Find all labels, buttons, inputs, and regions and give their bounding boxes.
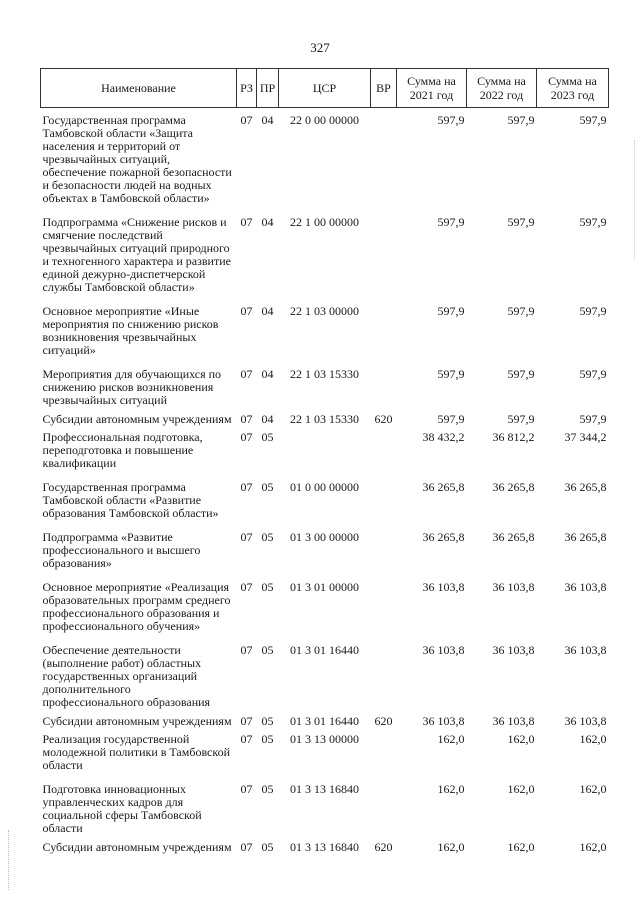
row-sum-2022: 597,9 — [507, 412, 535, 426]
row-csr: 01 3 13 16840 — [290, 840, 359, 854]
row-sum-2022: 597,9 — [507, 304, 535, 318]
row-pr: 04 — [261, 367, 274, 381]
table-row — [41, 108, 609, 206]
row-vr: 620 — [374, 840, 393, 854]
row-pr: 04 — [261, 304, 274, 318]
row-name: Профессиональная подготовка, переподготовка и повышение квалификации — [42, 430, 203, 470]
row-pr: 05 — [261, 732, 274, 746]
row-sum-2021: 597,9 — [437, 113, 465, 127]
row-sum-2022: 162,0 — [507, 732, 535, 746]
row-sum-2021: 597,9 — [437, 367, 465, 381]
row-vr — [371, 357, 397, 407]
row-rz: 07 — [240, 480, 253, 494]
row-sum-2022: 597,9 — [507, 215, 535, 229]
row-rz: 07 — [240, 732, 253, 746]
row-sum-2023: 162,0 — [579, 732, 607, 746]
row-pr: 05 — [261, 840, 274, 854]
row-vr — [371, 570, 397, 633]
row-sum-2022: 36 103,8 — [492, 580, 535, 594]
row-sum-2023: 597,9 — [579, 412, 607, 426]
row-name: Реализация государственной молодежной политики в Тамбовской области — [42, 732, 231, 772]
row-name: Подпрограмма «Развитие профессионального и высшего образования» — [42, 530, 201, 570]
row-sum-2021: 36 103,8 — [422, 643, 465, 657]
row-sum-2023: 597,9 — [579, 304, 607, 318]
row-sum-2023: 36 103,8 — [564, 643, 607, 657]
row-name: Субсидии автономным учреждениям — [42, 840, 232, 854]
row-name: Субсидии автономным учреждениям — [42, 412, 232, 426]
table-row — [41, 426, 609, 470]
binding-edge-mark — [8, 830, 10, 890]
row-pr: 04 — [261, 412, 274, 426]
scan-edge-mark — [634, 140, 636, 260]
row-sum-2021: 36 265,8 — [422, 530, 465, 544]
row-sum-2022: 36 812,2 — [492, 430, 535, 444]
row-csr: 01 3 01 00000 — [290, 580, 359, 594]
row-pr: 05 — [261, 530, 274, 544]
row-csr: 01 3 01 16440 — [290, 714, 359, 728]
row-csr: 01 3 01 16440 — [290, 643, 359, 657]
row-sum-2023: 597,9 — [579, 367, 607, 381]
row-vr — [371, 426, 397, 470]
page-number: 327 — [310, 40, 330, 55]
row-sum-2021: 162,0 — [437, 840, 465, 854]
row-vr — [371, 633, 397, 709]
row-rz: 07 — [240, 530, 253, 544]
row-sum-2023: 162,0 — [579, 782, 607, 796]
row-vr — [371, 470, 397, 520]
table-row — [41, 835, 609, 854]
row-sum-2021: 597,9 — [437, 412, 465, 426]
row-sum-2022: 36 103,8 — [492, 643, 535, 657]
row-sum-2022: 597,9 — [507, 113, 535, 127]
row-name: Основное мероприятие «Реализация образовательных программ среднего профессионального образования и профессионального обучения» — [42, 580, 231, 633]
header-csr: ЦСР — [279, 69, 371, 108]
row-sum-2021: 162,0 — [437, 732, 465, 746]
row-rz: 07 — [240, 782, 253, 796]
header-rz: РЗ — [237, 69, 257, 108]
row-vr — [371, 205, 397, 294]
row-vr: 620 — [374, 714, 393, 728]
row-pr: 05 — [261, 782, 274, 796]
row-name: Мероприятия для обучающихся по снижению рисков возникновения чрезвычайных ситуаций — [42, 367, 222, 407]
row-rz: 07 — [240, 430, 253, 444]
budget-table — [40, 68, 609, 854]
row-pr: 05 — [261, 580, 274, 594]
table-row — [41, 728, 609, 772]
table-body — [41, 108, 609, 855]
row-sum-2023: 597,9 — [579, 113, 607, 127]
row-rz: 07 — [240, 412, 253, 426]
row-vr — [371, 294, 397, 357]
row-csr: 01 3 00 00000 — [290, 530, 359, 544]
row-sum-2023: 597,9 — [579, 215, 607, 229]
row-rz: 07 — [240, 113, 253, 127]
row-sum-2022: 36 103,8 — [492, 714, 535, 728]
table-row — [41, 633, 609, 709]
row-csr: 01 0 00 00000 — [290, 480, 359, 494]
row-name: Государственная программа Тамбовской области «Развитие образования Тамбовской области» — [42, 480, 219, 520]
row-sum-2021: 162,0 — [437, 782, 465, 796]
table-row — [41, 709, 609, 728]
row-rz: 07 — [240, 714, 253, 728]
row-pr: 05 — [261, 714, 274, 728]
row-sum-2023: 162,0 — [579, 840, 607, 854]
row-rz: 07 — [240, 367, 253, 381]
row-rz: 07 — [240, 643, 253, 657]
table-header-row — [41, 69, 609, 108]
row-vr — [371, 520, 397, 570]
row-sum-2021: 36 103,8 — [422, 580, 465, 594]
table-row — [41, 570, 609, 633]
row-sum-2023: 36 265,8 — [564, 530, 607, 544]
table-row — [41, 357, 609, 407]
row-vr — [371, 772, 397, 835]
row-name: Субсидии автономным учреждениям — [42, 714, 232, 728]
row-pr: 04 — [261, 113, 274, 127]
row-sum-2021: 597,9 — [437, 215, 465, 229]
row-name: Государственная программа Тамбовской области «Защита населения и территорий от чрезвычайных ситуаций, обеспечение пожарной безопасности и безопасности людей на водных объектах в Тамбовской области» — [42, 113, 232, 205]
row-name: Обеспечение деятельности (выполнение работ) областных государственных организаций дополнительного профессионального образования — [42, 643, 211, 709]
table-row — [41, 470, 609, 520]
header-pr: ПР — [257, 69, 279, 108]
row-rz: 07 — [240, 304, 253, 318]
row-name: Подпрограмма «Снижение рисков и смягчение последствий чрезвычайных ситуаций природного и техногенного характера и развитие единой дежурно-диспетчерской службы Тамбовской области» — [42, 215, 231, 294]
row-pr: 05 — [261, 643, 274, 657]
row-csr: 22 0 00 00000 — [290, 113, 359, 127]
row-sum-2023: 36 103,8 — [564, 580, 607, 594]
row-sum-2021: 36 103,8 — [422, 714, 465, 728]
header-sum-2022: Сумма на 2022 год — [467, 69, 537, 108]
row-csr: 22 1 03 15330 — [290, 412, 359, 426]
row-sum-2022: 162,0 — [507, 840, 535, 854]
row-sum-2021: 36 265,8 — [422, 480, 465, 494]
row-csr: 01 3 13 16840 — [290, 782, 359, 796]
row-sum-2023: 36 103,8 — [564, 714, 607, 728]
row-vr: 620 — [374, 412, 393, 426]
row-sum-2022: 597,9 — [507, 367, 535, 381]
row-name: Подготовка инновационных управленческих кадров для социальной сферы Тамбовской области — [42, 782, 202, 835]
row-rz: 07 — [240, 215, 253, 229]
row-name: Основное мероприятие «Иные мероприятия по снижению рисков возникновения чрезвычайных ситуаций» — [42, 304, 219, 357]
row-rz: 07 — [240, 580, 253, 594]
row-pr: 05 — [261, 430, 274, 444]
row-sum-2021: 597,9 — [437, 304, 465, 318]
row-sum-2021: 38 432,2 — [422, 430, 465, 444]
row-csr: 22 1 03 00000 — [290, 304, 359, 318]
row-csr: 22 1 00 00000 — [290, 215, 359, 229]
row-pr: 05 — [261, 480, 274, 494]
header-name: Наименование — [41, 69, 237, 108]
table-row — [41, 772, 609, 835]
row-sum-2022: 36 265,8 — [492, 530, 535, 544]
row-vr — [371, 108, 397, 206]
header-sum-2023: Сумма на 2023 год — [537, 69, 609, 108]
row-csr: 22 1 03 15330 — [290, 367, 359, 381]
table-row — [41, 294, 609, 357]
row-sum-2023: 37 344,2 — [564, 430, 607, 444]
row-sum-2023: 36 265,8 — [564, 480, 607, 494]
row-vr — [371, 728, 397, 772]
table-row — [41, 407, 609, 426]
row-csr: 01 3 13 00000 — [290, 732, 359, 746]
table-row — [41, 520, 609, 570]
row-sum-2022: 36 265,8 — [492, 480, 535, 494]
header-vr: ВР — [371, 69, 397, 108]
row-rz: 07 — [240, 840, 253, 854]
row-csr — [279, 426, 371, 470]
header-sum-2021: Сумма на 2021 год — [397, 69, 467, 108]
row-sum-2022: 162,0 — [507, 782, 535, 796]
table-row — [41, 205, 609, 294]
row-pr: 04 — [261, 215, 274, 229]
